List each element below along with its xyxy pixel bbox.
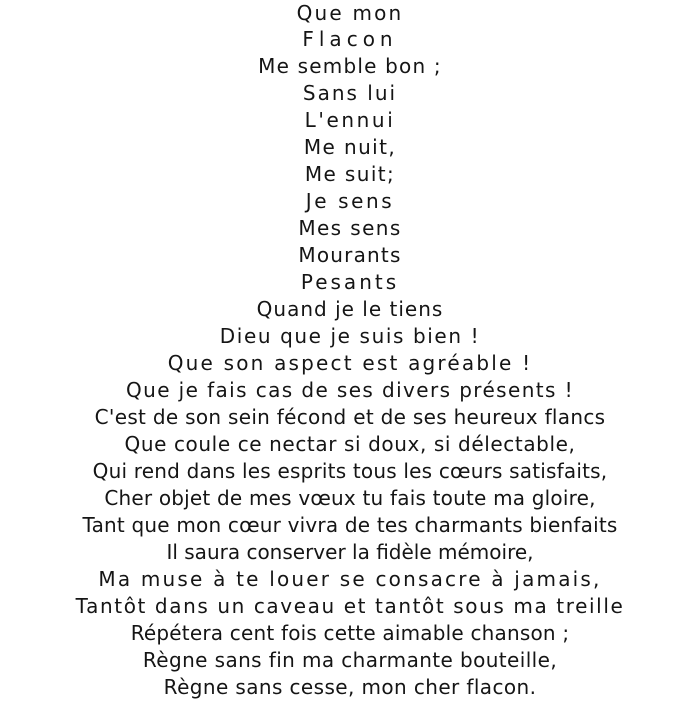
- poem-line: Me nuit,: [303, 135, 397, 159]
- poem-line: Que son aspect est agréable !: [167, 351, 533, 375]
- poem-line: Que mon: [296, 1, 404, 25]
- poem-line: Tantôt dans un caveau et tantôt sous ma treille: [75, 594, 625, 618]
- poem-line: Mes sens: [298, 216, 402, 240]
- poem-line: Ma muse à te louer se consacre à jamais,: [98, 567, 602, 591]
- poem-line: Pesants: [300, 270, 400, 294]
- poem-line: Qui rend dans les esprits tous les cœurs satisfaits,: [92, 459, 608, 483]
- poem-line: Cher objet de mes vœux tu fais toute ma gloire,: [104, 486, 596, 510]
- poem-line: Que coule ce nectar si doux, si délectable,: [124, 432, 576, 456]
- poem-line: Répétera cent fois cette aimable chanson ;: [130, 621, 570, 645]
- poem-line: Me semble bon ;: [258, 54, 442, 78]
- poem-line: Règne sans cesse, mon cher flacon.: [163, 675, 537, 699]
- poem-line: Quand je le tiens: [256, 297, 444, 321]
- poem-line: L'ennui: [304, 108, 396, 132]
- poem-line: C'est de son sein fécond et de ses heureux flancs: [94, 405, 606, 429]
- poem-line: Je sens: [305, 189, 395, 213]
- poem-line: Me suit;: [304, 162, 396, 186]
- poem-line: Il saura conserver la fidèle mémoire,: [166, 540, 534, 564]
- poem-line: Règne sans fin ma charmante bouteille,: [142, 648, 558, 672]
- poem-line: Sans lui: [302, 81, 398, 105]
- poem-line: Dieu que je suis bien !: [219, 324, 481, 348]
- poem-line: Flacon: [302, 27, 398, 51]
- poem-line: Tant que mon cœur vivra de tes charmants bienfaits: [82, 513, 618, 537]
- poem-line: Mourants: [298, 243, 402, 267]
- poem-line: Que je fais cas de ses divers présents !: [125, 378, 575, 402]
